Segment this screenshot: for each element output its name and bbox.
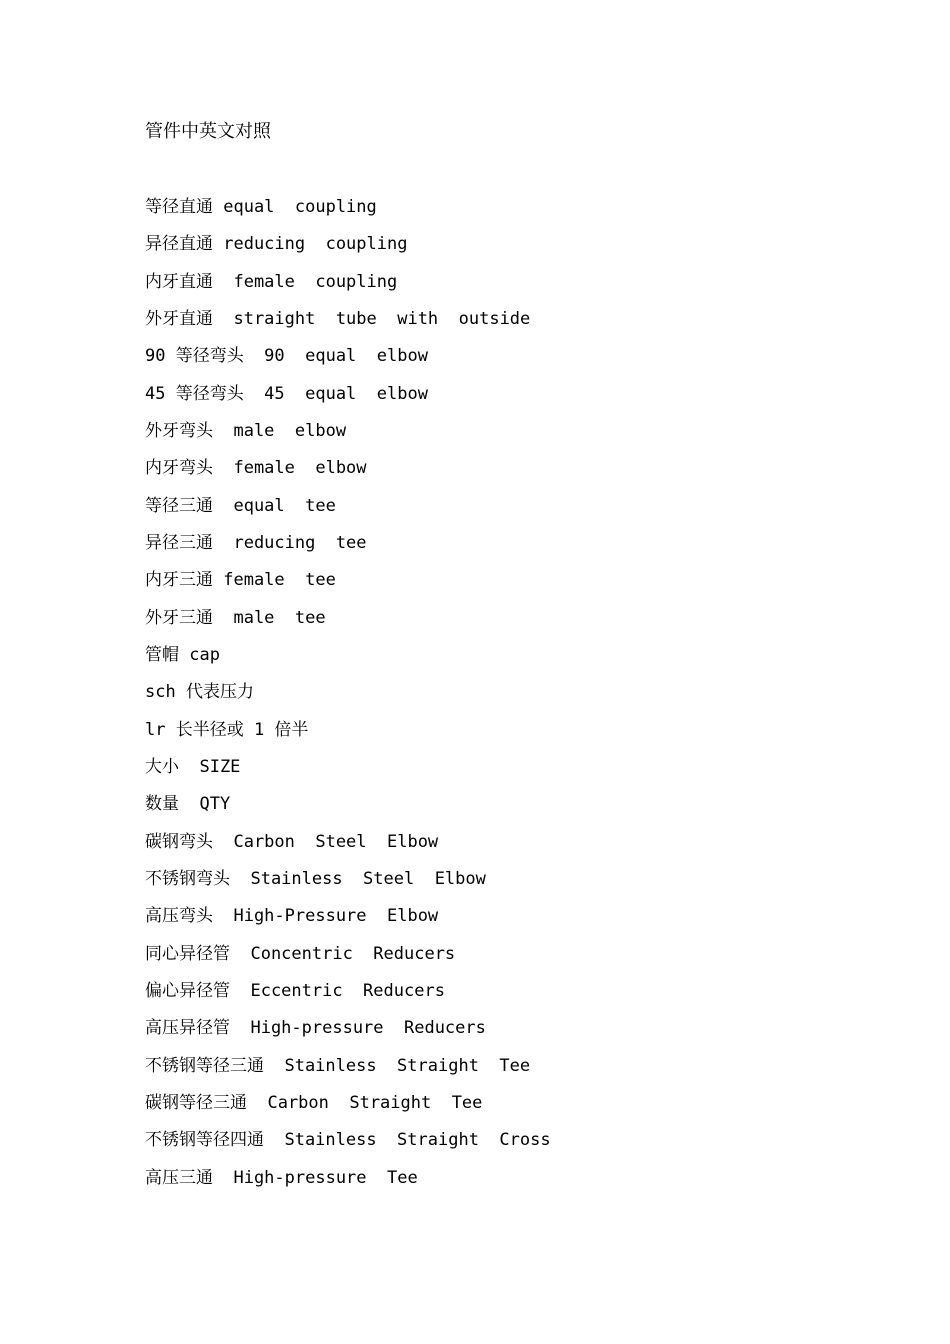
- glossary-line: lr 长半径或 1 倍半: [145, 719, 309, 740]
- glossary-line: 同心异径管 Concentric Reducers: [145, 943, 456, 964]
- document-title: 管件中英文对照: [145, 121, 271, 142]
- glossary-line: 等径三通 equal tee: [145, 495, 336, 516]
- glossary-line: 偏心异径管 Eccentric Reducers: [145, 980, 445, 1001]
- glossary-line: 管帽 cap: [145, 644, 220, 665]
- glossary-line: 异径三通 reducing tee: [145, 532, 367, 553]
- glossary-line: sch 代表压力: [145, 682, 254, 703]
- glossary-line: 异径直通 reducing coupling: [145, 234, 408, 255]
- glossary-line: 45 等径弯头 45 equal elbow: [145, 383, 428, 404]
- glossary-line: 内牙弯头 female elbow: [145, 458, 367, 479]
- glossary-line: 外牙弯头 male elbow: [145, 420, 347, 441]
- glossary-line: 碳钢等径三通 Carbon Straight Tee: [145, 1092, 483, 1113]
- glossary-line: 等径直通 equal coupling: [145, 197, 377, 217]
- glossary-line: 大小 SIZE: [145, 756, 241, 777]
- glossary-line: 不锈钢等径三通 Stainless Straight Tee: [145, 1055, 531, 1076]
- glossary-line: 高压异径管 High-pressure Reducers: [145, 1018, 486, 1039]
- glossary-line: 碳钢弯头 Carbon Steel Elbow: [145, 831, 439, 852]
- glossary-line: 数量 QTY: [145, 794, 231, 815]
- glossary-line: 高压弯头 High-Pressure Elbow: [145, 906, 439, 927]
- glossary-line: 90 等径弯头 90 equal elbow: [145, 346, 428, 367]
- fittings-glossary-list: [145, 195, 551, 1203]
- glossary-line: 不锈钢等径四通 Stainless Straight Cross: [145, 1130, 551, 1151]
- glossary-line: 内牙三通 female tee: [145, 570, 336, 591]
- glossary-line: 外牙直通 straight tube with outside: [145, 308, 531, 329]
- glossary-line: 高压三通 High-pressure Tee: [145, 1167, 418, 1188]
- glossary-line: 不锈钢弯头 Stainless Steel Elbow: [145, 868, 486, 889]
- glossary-line: 外牙三通 male tee: [145, 607, 326, 628]
- glossary-line: 内牙直通 female coupling: [145, 271, 398, 292]
